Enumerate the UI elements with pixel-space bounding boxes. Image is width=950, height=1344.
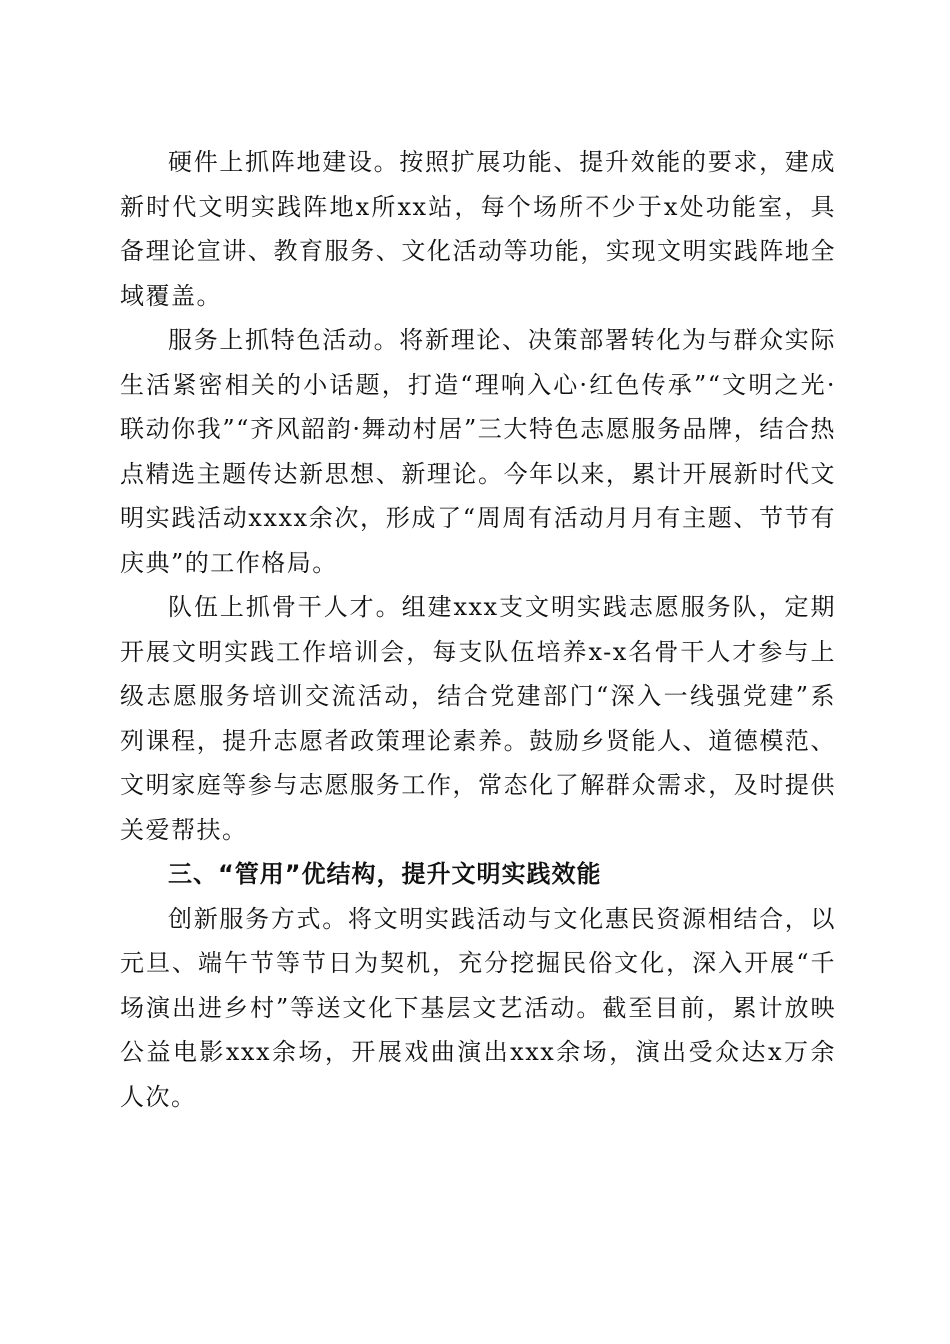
paragraph-team: 队伍上抓骨干人才。组建xxx支文明实践志愿服务队，定期开展文明实践工作培训会，每支队伍培养x-x名骨干人才参与上级志愿服务培训交流活动，结合党建部门“深入一线强党建”系列课程，提升志愿者政策理论素养。鼓励乡贤能人、道德模范、文明家庭等参与志愿服务工作，常态化了解群众需求，及时提供关爱帮扶。 xyxy=(120,593,836,844)
paragraph-hardware: 硬件上抓阵地建设。按照扩展功能、提升效能的要求，建成新时代文明实践阵地x所xx站，每个场所不少于x处功能室，具备理论宣讲、教育服务、文化活动等功能，实现文明实践阵地全域覆盖。 xyxy=(120,148,836,310)
paragraph-service: 服务上抓特色活动。将新理论、决策部署转化为与群众实际生活紧密相关的小话题，打造“理响入心·红色传承”“文明之光·联动你我”“齐风韶韵·舞动村居”三大特色志愿服务品牌，结合热点精选主题传达新思想、新理论。今年以来，累计开展新时代文明实践活动xxxx余次，形成了“周周有活动月月有主题、节节有庆典”的工作格局。 xyxy=(120,326,836,577)
paragraph-innovation: 创新服务方式。将文明实践活动与文化惠民资源相结合，以元旦、端午节等节日为契机，充分挖掘民俗文化，深入开展“千场演出进乡村”等送文化下基层文艺活动。截至目前，累计放映公益电影xxx余场，开展戏曲演出xxx余场，演出受众达x万余人次。 xyxy=(120,904,836,1111)
document-page xyxy=(120,140,836,1119)
section-heading: 三、“管用”优结构，提升文明实践效能 xyxy=(168,860,602,888)
